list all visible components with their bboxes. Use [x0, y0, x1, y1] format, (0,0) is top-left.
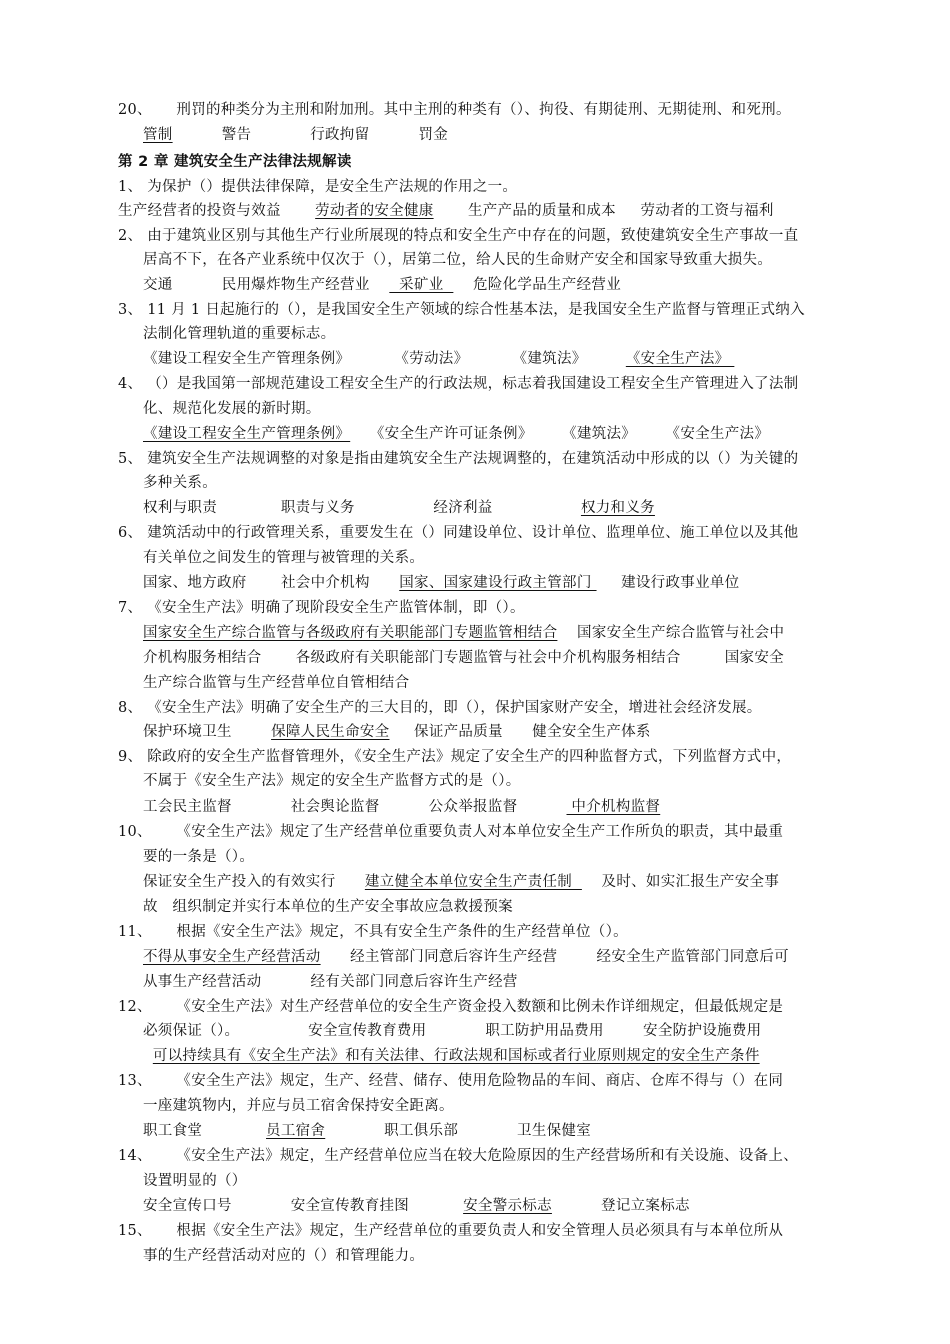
text-line — [118, 922, 628, 942]
text-line — [143, 623, 784, 643]
text-segment: 12、 《安全生产法》对生产经营单位的安全生产资金投入数额和比例未作详细规定，但最低规定是 — [118, 999, 784, 1015]
text-segment: 保护环境卫生 — [143, 724, 272, 740]
underlined-answer: 采矿业 — [389, 277, 454, 293]
text-line — [118, 177, 517, 197]
text-segment: 《安全生产许可证条例》 《建筑法》 《安全生产法》 — [350, 426, 770, 442]
text-segment: 故 组织制定并实行本单位的生产安全事故应急救援预案 — [143, 899, 513, 915]
text-segment: 11、 根据《安全生产法》规定，不具有安全生产条件的生产经营单位（）。 — [118, 924, 628, 940]
text-segment: 登记立案标志 — [551, 1198, 690, 1214]
underlined-answer: 员工宿舍 — [266, 1123, 326, 1139]
text-line — [143, 573, 739, 593]
text-segment: 13、 《安全生产法》规定，生产、经营、储存、使用危险物品的车间、商店、仓库不得与（）在同 — [118, 1073, 784, 1089]
text-segment: 1、 为保护（）提供法律保障，是安全生产法规的作用之一。 — [118, 179, 518, 195]
underlined-answer: 可以持续具有《安全生产法》和有关法律、行政法规和国标或者行业原则规定的安全生产条件 — [152, 1048, 760, 1064]
text-segment: 交通 民用爆炸物生产经营业 — [143, 277, 390, 293]
text-line — [143, 1121, 591, 1141]
text-segment: 第 2 章 建筑安全生产法律法规解读 — [118, 154, 352, 170]
text-line — [143, 1096, 454, 1116]
text-segment: 保证产品质量 健全安全生产体系 — [389, 724, 651, 740]
text-line — [143, 498, 655, 518]
text-segment: 9、 除政府的安全生产监督管理外，《安全生产法》规定了安全生产的四种监督方式，下列监督方式中， — [118, 749, 792, 765]
underlined-answer: 建立健全本单位安全生产责任制 — [364, 874, 582, 890]
text-line — [143, 648, 784, 668]
text-line — [143, 1196, 690, 1216]
text-line — [143, 797, 660, 817]
underlined-answer: 劳动者的安全健康 — [315, 203, 434, 219]
text-line — [143, 1021, 761, 1041]
text-segment: 要的一条是（）。 — [143, 849, 255, 865]
text-line — [143, 473, 217, 493]
text-line — [118, 201, 774, 221]
text-segment — [143, 1048, 153, 1064]
text-segment: 3、 11 月 1 日起施行的（），是我国安全生产领域的综合性基本法，是我国安全生产监督与管理正式纳入 — [118, 302, 805, 318]
text-line — [118, 1221, 783, 1241]
text-line — [143, 424, 769, 444]
underlined-answer: 《安全生产法》 — [625, 351, 735, 367]
text-segment: 居高不下，在各产业系统中仅次于（），居第二位，给人民的生命财产安全和国家导致重大损失。 — [143, 252, 773, 268]
text-line — [143, 1171, 247, 1191]
text-segment: 6、 建筑活动中的行政管理关系，重要发生在（）同建设单位、设计单位、监理单位、施工单位以及其他 — [118, 525, 799, 541]
text-line — [118, 997, 783, 1017]
underlined-answer: 中介机构监督 — [566, 799, 661, 815]
text-line — [143, 349, 734, 369]
underlined-answer: 权力和义务 — [580, 500, 655, 516]
text-line — [118, 523, 798, 543]
text-segment: 介机构服务相结合 各级政府有关职能部门专题监管与社会中介机构服务相结合 国家安全 — [143, 650, 784, 666]
text-segment: 及时、如实汇报生产安全事 — [581, 874, 780, 890]
underlined-answer: 安全警示标志 — [463, 1198, 552, 1214]
text-segment: 不属于《安全生产法》规定的安全生产监督方式的是（）。 — [143, 773, 521, 789]
underlined-answer: 《建设工程安全生产管理条例》 — [143, 426, 351, 442]
text-segment: 建设行政事业单位 — [596, 575, 740, 591]
underlined-answer: 不得从事安全生产经营活动 — [143, 949, 321, 965]
text-line — [118, 598, 525, 618]
text-segment: 保证安全生产投入的有效实行 — [143, 874, 365, 890]
text-segment: 一座建筑物内，并应与员工宿舍保持安全距离。 — [143, 1098, 454, 1114]
text-line — [143, 324, 335, 344]
text-line — [118, 100, 791, 120]
text-segment: 设置明显的（） — [143, 1173, 247, 1189]
text-segment: 多种关系。 — [143, 475, 217, 491]
text-line — [143, 1046, 760, 1066]
underlined-answer: 国家、国家建设行政主管部门 — [399, 575, 597, 591]
text-line — [143, 1246, 424, 1266]
text-line — [143, 972, 518, 992]
text-line — [143, 947, 789, 967]
text-segment: 2、 由于建筑业区别与其他生产行业所展现的特点和安全生产中存在的问题，致使建筑安全生产事故一直 — [118, 228, 799, 244]
text-segment: 国家、地方政府 社会中介机构 — [143, 575, 400, 591]
text-segment: 7、 《安全生产法》明确了现阶段安全生产监管体制，即（）。 — [118, 600, 525, 616]
text-segment: 14、 《安全生产法》规定，生产经营单位应当在较大危险原因的生产经营场所和有关设施、设备上、 — [118, 1148, 798, 1164]
text-line — [143, 897, 513, 917]
underlined-answer: 管制 — [143, 127, 173, 143]
text-segment: 必须保证（）。 安全宣传教育费用 职工防护用品费用 安全防护设施费用 — [143, 1023, 762, 1039]
text-segment: 20、 刑罚的种类分为主刑和附加刑。其中主刑的种类有（）、拘役、有期徒刑、无期徒刑、和死刑。 — [118, 102, 791, 118]
text-segment: 生产综合监管与生产经营单位自管相结合 — [143, 675, 410, 691]
text-segment: 8、 《安全生产法》明确了安全生产的三大目的，即（），保护国家财产安全，增进社会经济发展。 — [118, 700, 762, 716]
text-line — [143, 548, 424, 568]
text-line — [143, 722, 651, 742]
text-line — [118, 1071, 783, 1091]
text-segment: 从事生产经营活动 经有关部门同意后容许生产经营 — [143, 974, 518, 990]
text-segment: 《建设工程安全生产管理条例》 《劳动法》 《建筑法》 — [143, 351, 626, 367]
text-segment: 生产产品的质量和成本 劳动者的工资与福利 — [433, 203, 774, 219]
text-line — [143, 399, 321, 419]
text-line — [118, 300, 805, 320]
text-line — [118, 1146, 798, 1166]
text-line — [143, 847, 254, 867]
text-line — [143, 872, 779, 892]
text-segment: 经主管部门同意后容许生产经营 经安全生产监管部门同意后可 — [320, 949, 789, 965]
chapter-heading — [118, 152, 352, 172]
text-segment: 危险化学品生产经营业 — [453, 277, 622, 293]
text-line — [143, 125, 448, 145]
text-line — [143, 275, 621, 295]
text-segment: 5、 建筑安全生产法规调整的对象是指由建筑安全生产法规调整的，在建筑活动中形成的以（）为关键的 — [118, 451, 799, 467]
text-segment: 国家安全生产综合监管与社会中 — [557, 625, 785, 641]
text-segment: 有关单位之间发生的管理与被管理的关系。 — [143, 550, 425, 566]
text-segment: 工会民主监督 社会舆论监督 公众举报监督 — [143, 799, 567, 815]
underlined-answer: 保障人民生命安全 — [271, 724, 390, 740]
text-segment: 权利与职责 职责与义务 经济利益 — [143, 500, 581, 516]
text-segment: 10、 《安全生产法》规定了生产经营单位重要负责人对本单位安全生产工作所负的职责，其中最重 — [118, 824, 784, 840]
text-segment: 法制化管理轨道的重要标志。 — [143, 326, 336, 342]
text-line — [118, 449, 798, 469]
text-line — [143, 771, 521, 791]
text-line — [118, 374, 798, 394]
text-line — [143, 250, 772, 270]
text-line — [143, 673, 409, 693]
text-segment: 安全宣传口号 安全宣传教育挂图 — [143, 1198, 464, 1214]
text-segment: 事的生产经营活动对应的（）和管理能力。 — [143, 1248, 425, 1264]
text-line — [118, 822, 783, 842]
underlined-answer: 国家安全生产综合监管与各级政府有关职能部门专题监管相结合 — [143, 625, 558, 641]
text-segment: 4、 （）是我国第一部规范建设工程安全生产的行政法规，标志着我国建设工程安全生产管理进入了法制 — [118, 376, 799, 392]
text-line — [118, 226, 798, 246]
text-segment: 警告 行政拘留 罚金 — [172, 127, 449, 143]
text-segment: 生产经营者的投资与效益 — [118, 203, 316, 219]
text-segment: 化、规范化发展的新时期。 — [143, 401, 321, 417]
text-segment: 职工俱乐部 卫生保健室 — [325, 1123, 592, 1139]
text-line — [118, 698, 762, 718]
text-segment: 15、 根据《安全生产法》规定，生产经营单位的重要负责人和安全管理人员必须具有与本单位所从 — [118, 1223, 784, 1239]
text-line — [118, 747, 791, 767]
text-segment: 职工食堂 — [143, 1123, 267, 1139]
